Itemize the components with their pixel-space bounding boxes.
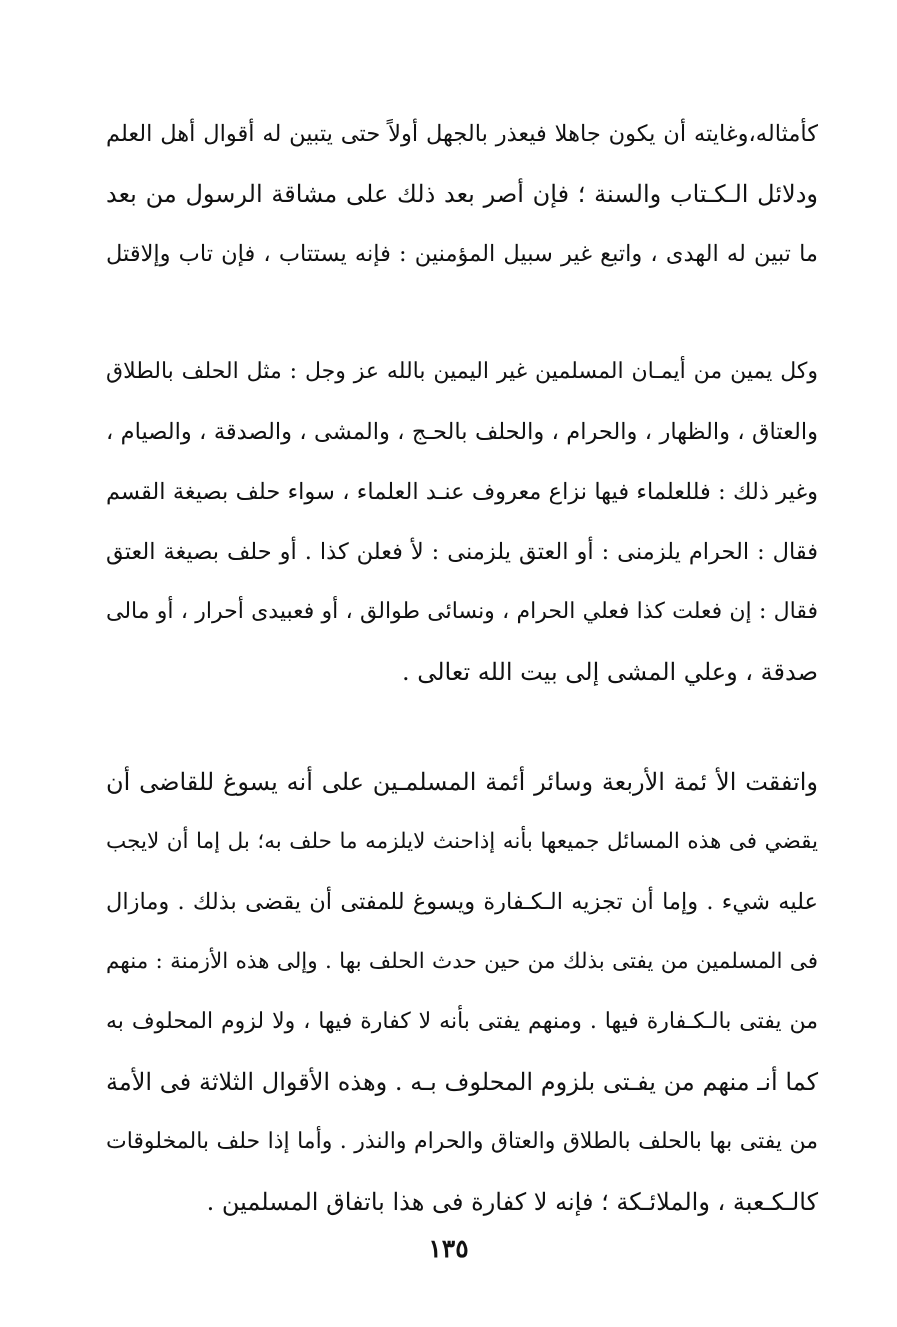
text-line: يقضي فى هذه المسائل جميعها بأنه إذاحنث لايلزمه ما حلف به؛ بل إما أن لايجب <box>106 829 818 854</box>
paragraph-3 <box>106 752 818 1232</box>
text-line: فقال : الحرام يلزمنى : أو العتق يلزمنى : لأ فعلن كذا . أو حلف بصيغة العتق <box>106 539 818 565</box>
text-line: كما أنـ منهم من يفـتى بلزوم المحلوف بـه . وهذه الأقوال الثلاثة فى الأمة <box>106 1068 818 1096</box>
text-line: من يفتى بالـكـفارة فيها . ومنهم يفتى بأنه لا كفارة فيها ، ولا لزوم المحلوف به <box>106 1009 818 1034</box>
text-line: واتفقت الأ ئمة الأربعة وسائر أئمة المسلمـين على أنه يسوغ للقاضى أن <box>106 768 818 796</box>
text-line: فى المسلمين من يفتى بذلك من حين حدث الحلف بها . وإلى هذه الأزمنة : منهم <box>106 949 818 974</box>
text-line: كالـكـعبة ، والملائـكة ؛ فإنه لا كفارة فى هذا باتفاق المسلمين . <box>206 1188 818 1216</box>
paragraph-2 <box>106 342 818 702</box>
text-line: من يفتى بها بالحلف بالطلاق والعتاق والحرام والنذر . وأما إذا حلف بالمخلوقات <box>106 1129 818 1154</box>
text-line: ودلائل الـكـتاب والسنة ؛ فإن أصر بعد ذلك على مشاقة الرسول من بعد <box>106 180 818 208</box>
text-line: وكل يمين من أيمـان المسلمين غير اليمين بالله عز وجل : مثل الحلف بالطلاق <box>106 359 818 384</box>
page-number: ١٣٥ <box>428 1234 469 1263</box>
text-line: ما تبين له الهدى ، واتبع غير سبيل المؤمنين : فإنه يستتاب ، فإن تاب وإلاقتل <box>106 241 818 267</box>
text-line: صدقة ، وعلي المشى إلى بيت الله تعالى . <box>401 658 818 686</box>
text-line: كأمثاله،وغايته أن يكون جاهلا فيعذر بالجهل أولاً حتى يتبين له أقوال أهل العلم <box>106 121 818 147</box>
paragraph-1 <box>106 104 818 284</box>
text-line: فقال : إن فعلت كذا فعلي الحرام ، ونسائى طوالق ، أو فعبيدى أحرار ، أو مالى <box>106 599 818 624</box>
text-line: والعتاق ، والظهار ، والحرام ، والحلف بالحـج ، والمشى ، والصدقة ، والصيام ، <box>106 419 818 445</box>
text-line: عليه شيء . وإما أن تجزيه الـكـفارة ويسوغ للمفتى أن يقضى بذلك . ومازال <box>106 889 818 915</box>
text-line: وغير ذلك : فللعلماء فيها نزاع معروف عنـد العلماء ، سواء حلف بصيغة القسم <box>106 479 818 505</box>
